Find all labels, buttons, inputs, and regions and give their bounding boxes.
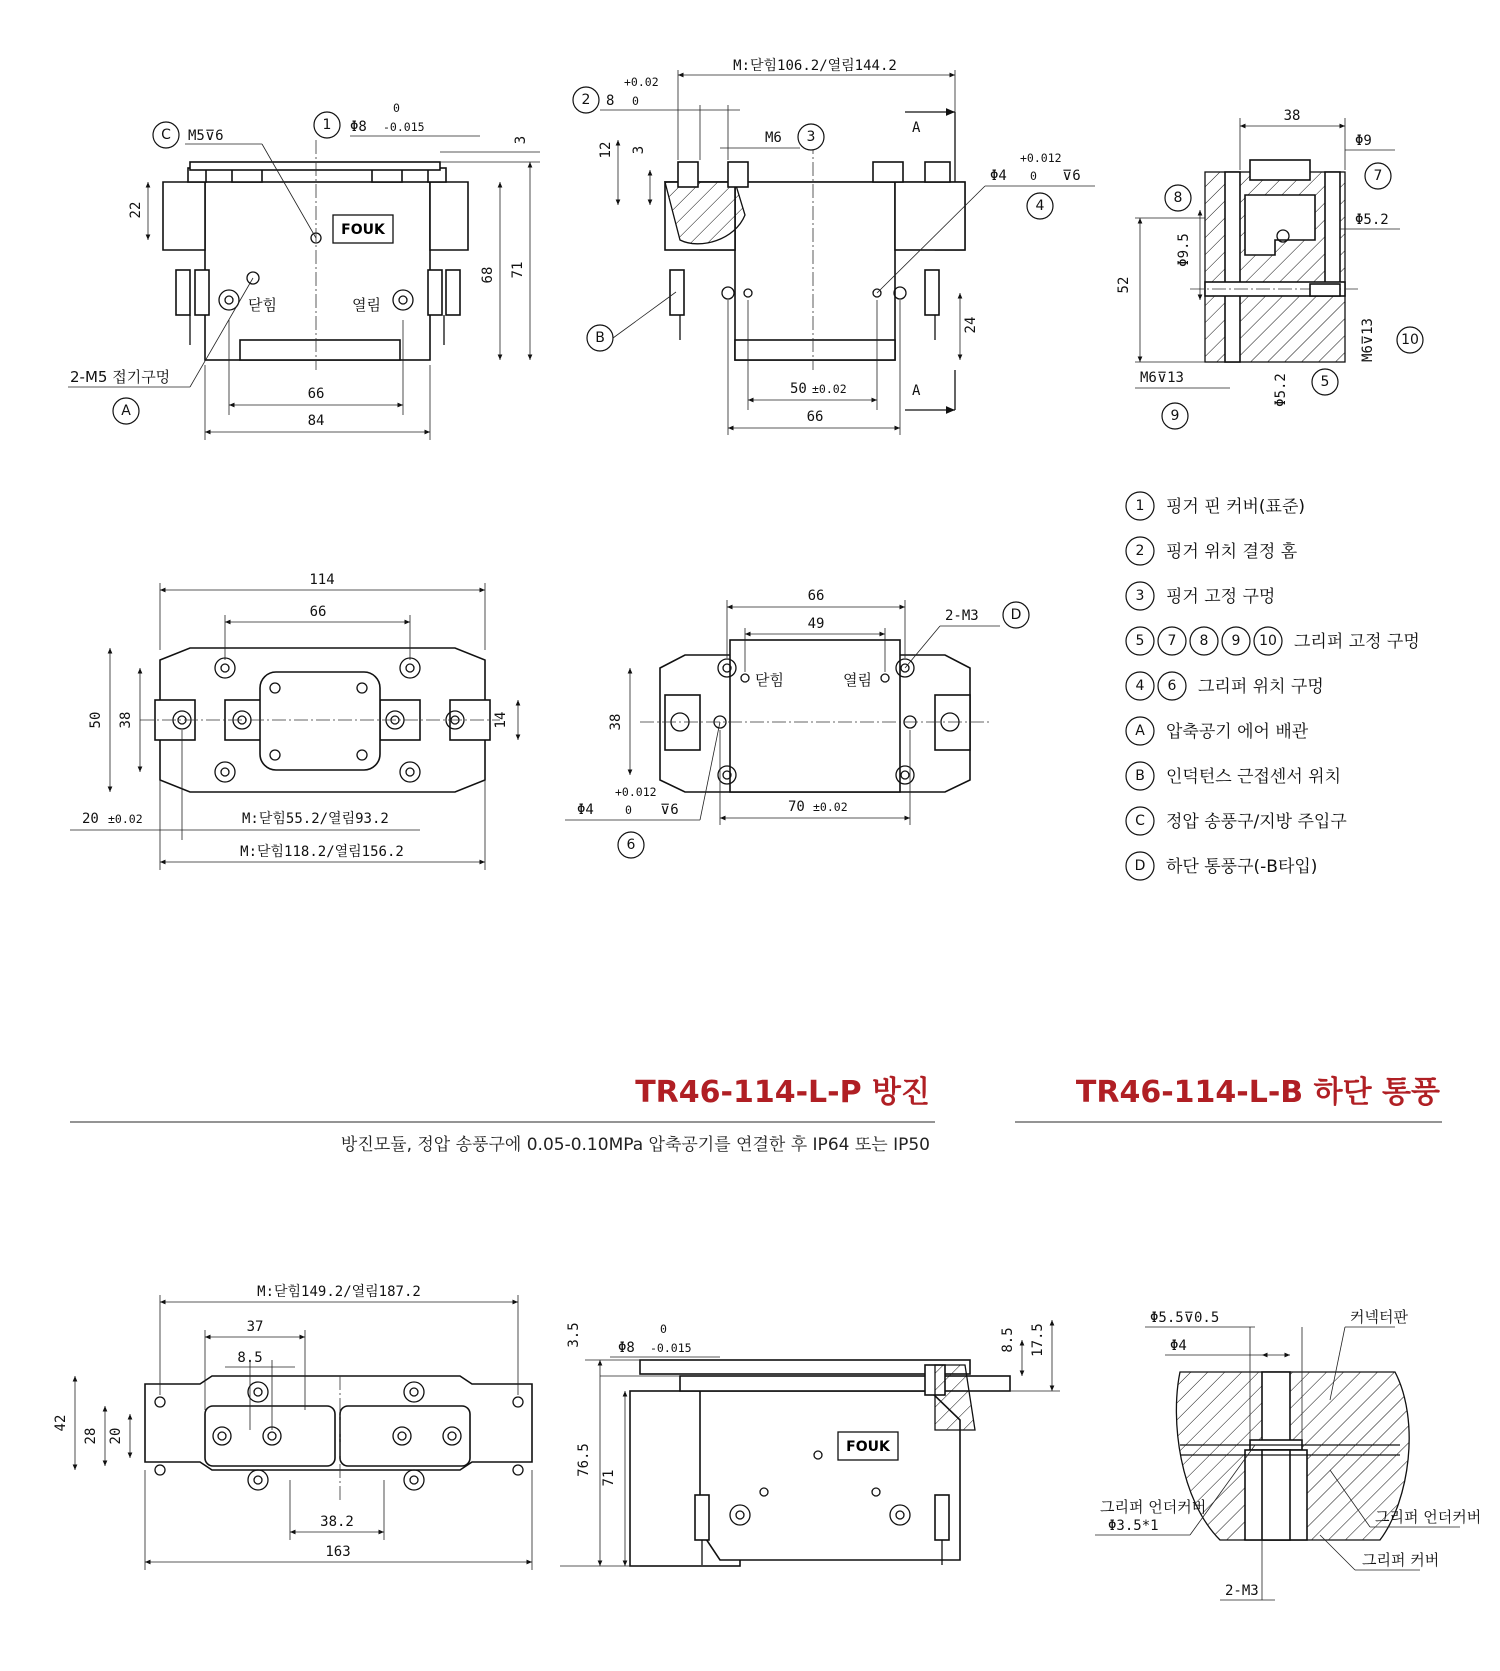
- bottom-tol-lower: 0: [625, 803, 632, 817]
- pfront-dim-8-5: 8.5: [1000, 1327, 1016, 1353]
- legend-row-text: 압축공기 에어 배관: [1166, 722, 1309, 742]
- view-section: [573, 57, 1095, 435]
- legend-row: [1126, 672, 1324, 700]
- bottom-open-label: 열림: [843, 671, 872, 689]
- view-front-elevation: [68, 101, 540, 440]
- detail-connector-plate: 커넥터판: [1350, 1308, 1408, 1326]
- top-stroke-outer: M:닫힘118.2/열림156.2: [240, 844, 404, 860]
- section-callout-b: B: [595, 330, 605, 346]
- section-m6: M6: [765, 130, 782, 146]
- ptop-dim-163: 163: [325, 1544, 351, 1560]
- section-dim-66: 66: [806, 409, 824, 425]
- legend-row-text: 정압 송풍구/지방 주입구: [1166, 812, 1347, 832]
- pfront-tol-lower: -0.015: [650, 1341, 692, 1355]
- detail-under-cover-left: 그리퍼 언더커버: [1100, 1498, 1207, 1516]
- top-tol20: ±0.02: [108, 812, 143, 826]
- section-tol-upper: +0.02: [624, 75, 659, 89]
- view-bottom: [565, 588, 1029, 858]
- front-dim-3: 3: [513, 135, 529, 145]
- legend-row: [1126, 582, 1275, 610]
- top-dim-114: 114: [309, 572, 335, 588]
- legend-callout-label: C: [1135, 813, 1145, 829]
- pfront-dim-3-5: 3.5: [566, 1322, 582, 1348]
- legend-row-text: 핑거 핀 커버(표준): [1166, 497, 1306, 517]
- front-phi8: Φ8: [350, 119, 367, 135]
- front-dim-22: 22: [128, 201, 144, 219]
- detail-gripper-cover: 그리퍼 커버: [1362, 1551, 1440, 1569]
- top-dim-66: 66: [309, 604, 327, 620]
- bottom-closed-label: 닫힘: [755, 671, 784, 689]
- front-tol-lower: -0.015: [383, 120, 425, 134]
- title-right: TR46-114-L-B 하단 통풍: [1075, 1075, 1440, 1110]
- front-callout-c: C: [161, 127, 171, 143]
- side-callout-9: 9: [1170, 408, 1180, 424]
- pfront-dim-71: 71: [601, 1469, 617, 1487]
- side-callout-10: 10: [1401, 332, 1419, 348]
- side-phi5-2-bottom: Φ5.2: [1273, 373, 1289, 407]
- legend: [1126, 492, 1420, 880]
- top-dim-20: 20: [82, 811, 99, 827]
- pfront-phi8: Φ8: [618, 1340, 635, 1356]
- detail-phi5-5: Φ5.5⊽0.5: [1150, 1310, 1220, 1326]
- pfront-dim-76-5: 76.5: [576, 1443, 592, 1477]
- top-stroke-inner: M:닫힘55.2/열림93.2: [242, 811, 389, 827]
- pfront-logo: FOUK: [846, 1439, 890, 1455]
- legend-row-text: 핑거 위치 결정 홈: [1166, 542, 1298, 562]
- legend-callout-label: 3: [1135, 588, 1145, 604]
- ptop-dim-28: 28: [83, 1427, 99, 1445]
- front-dim-68: 68: [480, 266, 496, 284]
- bottom-tol-upper: +0.012: [615, 785, 657, 799]
- legend-callout-label: 2: [1135, 543, 1145, 559]
- front-tol-upper: 0: [393, 101, 400, 115]
- section-phi4: Φ4: [990, 168, 1007, 184]
- front-callout-a: A: [121, 403, 131, 419]
- front-dim-71: 71: [510, 261, 526, 279]
- bottom-callout-6: 6: [626, 837, 636, 853]
- title-left: TR46-114-L-P 방진: [635, 1075, 930, 1110]
- front-m5-depth: M5⊽6: [188, 128, 224, 144]
- front-m5-ports: 2-M5 접기구멍: [70, 368, 171, 386]
- detail-m3: 2-M3: [1225, 1583, 1259, 1599]
- ptop-dim-20: 20: [108, 1427, 124, 1445]
- side-dim-52: 52: [1116, 276, 1132, 294]
- legend-callout-label: 7: [1167, 633, 1177, 649]
- legend-callout-label: D: [1134, 858, 1146, 874]
- section-dim-8: 8: [606, 93, 615, 109]
- legend-callout-label: 6: [1167, 678, 1177, 694]
- side-m6-13-left: M6⊽13: [1140, 370, 1184, 386]
- bottom-callout-d: D: [1010, 607, 1022, 623]
- legend-row-text: 하단 통풍구(-B타입): [1166, 857, 1318, 877]
- legend-row: [1126, 627, 1420, 655]
- bottom-dim-49: 49: [807, 616, 825, 632]
- legend-row: [1126, 492, 1305, 520]
- side-phi5-2: Φ5.2: [1355, 212, 1389, 228]
- section-tol50: ±0.02: [812, 382, 847, 396]
- title-description: 방진모듈, 정압 송풍구에 0.05-0.10MPa 압축공기를 연결한 후 IP64 또는 IP50: [340, 1135, 930, 1155]
- front-closed-label: 닫힘: [248, 296, 277, 314]
- section-dim-24: 24: [963, 316, 979, 334]
- side-callout-8: 8: [1173, 190, 1183, 206]
- bottom-m3: 2-M3: [945, 608, 979, 624]
- legend-row: [1126, 537, 1298, 565]
- legend-callout-label: 10: [1259, 633, 1277, 649]
- section-marker-a-top: A: [912, 120, 921, 136]
- legend-row: [1126, 762, 1341, 790]
- legend-row: [1126, 807, 1347, 835]
- bottom-dim-70: 70: [788, 799, 805, 815]
- legend-callout-label: 8: [1199, 633, 1209, 649]
- view-p-type-front: [560, 1320, 1060, 1566]
- top-dim-38: 38: [118, 711, 134, 729]
- side-m6-13-right: M6⊽13: [1360, 318, 1376, 362]
- ptop-dim-38-2: 38.2: [320, 1514, 354, 1530]
- detail-under-cover-right: 그리퍼 언더커버: [1375, 1508, 1482, 1526]
- section-tol4-lower: 0: [1030, 169, 1037, 183]
- legend-row-text: 그리퍼 고정 구멍: [1294, 632, 1420, 652]
- section-marker-a-bottom: A: [912, 383, 921, 399]
- section-tol4-upper: +0.012: [1020, 151, 1062, 165]
- detail-phi4: Φ4: [1170, 1338, 1187, 1354]
- view-side-section: [1116, 108, 1423, 429]
- ptop-stroke: M:닫힘149.2/열림187.2: [257, 1284, 421, 1300]
- side-callout-5: 5: [1320, 374, 1330, 390]
- legend-callout-label: 1: [1135, 498, 1145, 514]
- legend-row-text: 핑거 고정 구멍: [1166, 587, 1276, 607]
- bottom-depth6: ⊽6: [660, 802, 679, 818]
- pfront-tol-upper: 0: [660, 1322, 667, 1336]
- front-callout-1: 1: [322, 117, 332, 133]
- legend-callout-label: 5: [1135, 633, 1145, 649]
- top-dim-14: 14: [493, 711, 509, 729]
- side-phi9-5: Φ9.5: [1176, 233, 1192, 267]
- detail-phi3-5: Φ3.5*1: [1108, 1518, 1159, 1534]
- legend-callout-label: 9: [1231, 633, 1241, 649]
- section-stroke: M:닫힘106.2/열림144.2: [733, 58, 897, 74]
- section-callout-4: 4: [1035, 198, 1045, 214]
- legend-row: [1126, 852, 1317, 880]
- legend-row-text: 인덕턴스 근접센서 위치: [1166, 767, 1342, 787]
- section-dim-12: 12: [598, 141, 614, 159]
- legend-row: [1126, 717, 1309, 745]
- legend-row-text: 그리퍼 위치 구멍: [1198, 677, 1324, 697]
- view-p-type-top: [53, 1283, 532, 1570]
- ptop-dim-42: 42: [53, 1414, 69, 1432]
- view-detail-section: [1095, 1308, 1481, 1600]
- front-logo: FOUK: [341, 222, 385, 238]
- bottom-dim-38: 38: [608, 713, 624, 731]
- legend-callout-label: 4: [1135, 678, 1145, 694]
- view-top: [70, 572, 518, 870]
- bottom-dim-66: 66: [807, 588, 825, 604]
- legend-callout-label: B: [1135, 768, 1145, 784]
- bottom-tol70: ±0.02: [813, 800, 848, 814]
- side-phi9: Φ9: [1355, 133, 1372, 149]
- section-depth6: ⊽6: [1062, 168, 1081, 184]
- section-callout-3: 3: [806, 129, 816, 145]
- side-callout-7: 7: [1373, 168, 1383, 184]
- legend-callout-label: A: [1135, 723, 1145, 739]
- side-dim-38: 38: [1283, 108, 1301, 124]
- top-dim-50: 50: [88, 711, 104, 729]
- front-dim-84: 84: [307, 413, 325, 429]
- bottom-phi4: Φ4: [577, 802, 594, 818]
- title-section: [70, 1075, 1442, 1155]
- ptop-dim-8-5: 8.5: [237, 1350, 263, 1366]
- front-open-label: 열림: [352, 296, 381, 314]
- section-dim-3: 3: [631, 145, 647, 155]
- section-callout-2: 2: [581, 92, 591, 108]
- ptop-dim-37: 37: [246, 1319, 264, 1335]
- front-dim-66: 66: [307, 386, 325, 402]
- pfront-dim-17-5: 17.5: [1030, 1323, 1046, 1357]
- section-tol-lower: 0: [632, 94, 639, 108]
- section-dim-50: 50: [790, 381, 807, 397]
